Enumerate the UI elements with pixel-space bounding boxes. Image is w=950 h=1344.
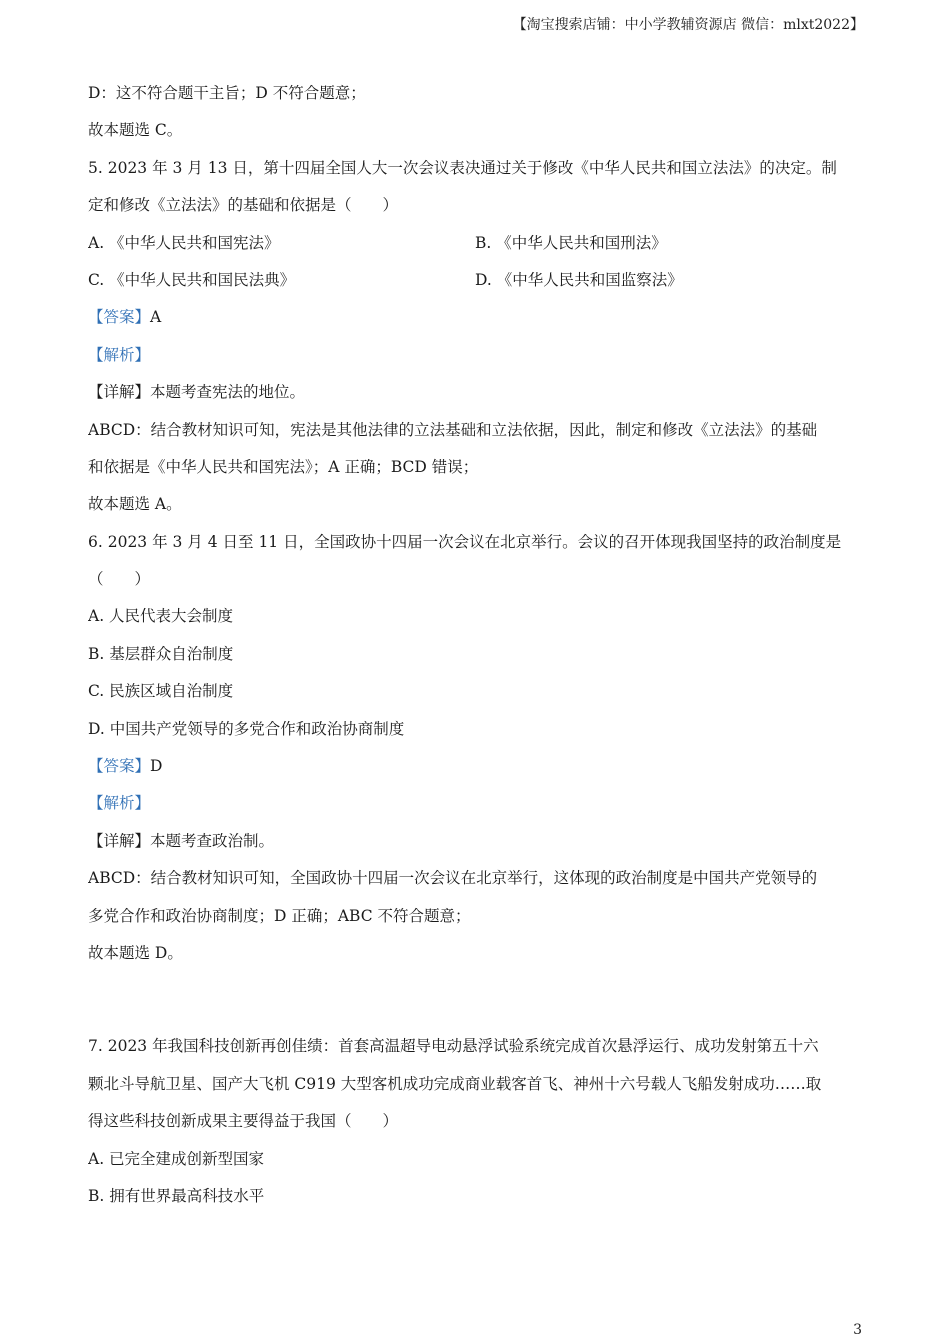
q5-option-d: D. 《中华人民共和国监察法》 <box>475 270 683 289</box>
page-number: 3 <box>853 1322 862 1338</box>
section-gap <box>88 975 864 1031</box>
q6-answer-value: D <box>150 757 163 776</box>
q7-stem-line1: 7. 2023 年我国科技创新再创佳绩：首套高温超导电动悬浮试验系统完成首次悬浮运行、成功发射第五十六 <box>88 1037 819 1056</box>
q6-detail-text: 本题考查政治制。 <box>150 831 275 850</box>
q5-conclusion: 故本题选 A。 <box>88 495 182 514</box>
q5-option-b: B. 《中华人民共和国刑法》 <box>475 233 667 252</box>
q5-detail-text: 本题考查宪法的地位。 <box>150 383 306 402</box>
q6-answer <box>88 751 864 788</box>
q5-detail <box>88 377 864 414</box>
q6-explain-line1: ABCD：结合教材知识可知，全国政协十四届一次会议在北京举行，这体现的政治制度是中国共产党领导的 <box>88 869 818 888</box>
prev-answer-line: D：这不符合题干主旨；D 不符合题意； <box>88 84 366 102</box>
q6-conclusion: 故本题选 D。 <box>88 943 183 962</box>
q6-option-a: A. 人民代表大会制度 <box>88 607 234 626</box>
q5-analysis-label: 【解析】 <box>88 345 151 364</box>
q5-option-a: A. 《中华人民共和国宪法》 <box>88 233 280 252</box>
document-body <box>88 78 864 1218</box>
q6-analysis-label: 【解析】 <box>88 794 151 813</box>
q6-detail <box>88 826 864 863</box>
q6-option-d: D. 中国共产党领导的多党合作和政治协商制度 <box>88 719 405 738</box>
q7-option-a: A. 已完全建成创新型国家 <box>88 1149 265 1168</box>
q6-answer-label: 【答案】 <box>88 757 151 776</box>
q6-detail-label: 【详解】 <box>88 831 151 850</box>
q7-stem-line2: 颗北斗导航卫星、国产大飞机 C919 大型客机成功完成商业载客首飞、神州十六号载人飞船发射成功……取 <box>88 1074 822 1093</box>
q6-explain-line2: 多党合作和政治协商制度；D 正确；ABC 不符合题意； <box>88 906 471 925</box>
q7-stem-line3: 得这些科技创新成果主要得益于我国（ ） <box>88 1112 399 1131</box>
q5-stem-line1: 5. 2023 年 3 月 13 日，第十四届全国人大一次会议表决通过关于修改《中华人民共和国立法法》的决定。制 <box>88 158 837 177</box>
q5-explain-line2: 和依据是《中华人民共和国宪法》；A 正确；BCD 错误； <box>88 457 479 476</box>
q5-answer-value: A <box>150 308 162 327</box>
page-header: 【淘宝搜索店铺：中小学教辅资源店 微信：mlxt2022】 <box>512 17 864 33</box>
q7-option-b: B. 拥有世界最高科技水平 <box>88 1186 265 1205</box>
q6-option-b: B. 基层群众自治制度 <box>88 644 234 663</box>
q5-option-c: C. 《中华人民共和国民法典》 <box>88 270 296 289</box>
q5-explain-line1: ABCD：结合教材知识可知，宪法是其他法律的立法基础和立法依据，因此，制定和修改《立法法》的基础 <box>88 420 818 439</box>
q6-stem-line2: （ ） <box>88 570 151 589</box>
q5-options-row1 <box>88 228 864 265</box>
q5-options-row2 <box>88 265 864 302</box>
q5-stem-line2: 定和修改《立法法》的基础和依据是（ ） <box>88 196 399 215</box>
prev-conclusion: 故本题选 C。 <box>88 121 183 140</box>
q6-stem-line1: 6. 2023 年 3 月 4 日至 11 日，全国政协十四届一次会议在北京举行。会议的召开体现我国坚持的政治制度是 <box>88 532 842 551</box>
q5-detail-label: 【详解】 <box>88 383 151 402</box>
q6-option-c: C. 民族区域自治制度 <box>88 682 234 701</box>
q5-answer-label: 【答案】 <box>88 308 151 327</box>
q5-answer <box>88 302 864 339</box>
